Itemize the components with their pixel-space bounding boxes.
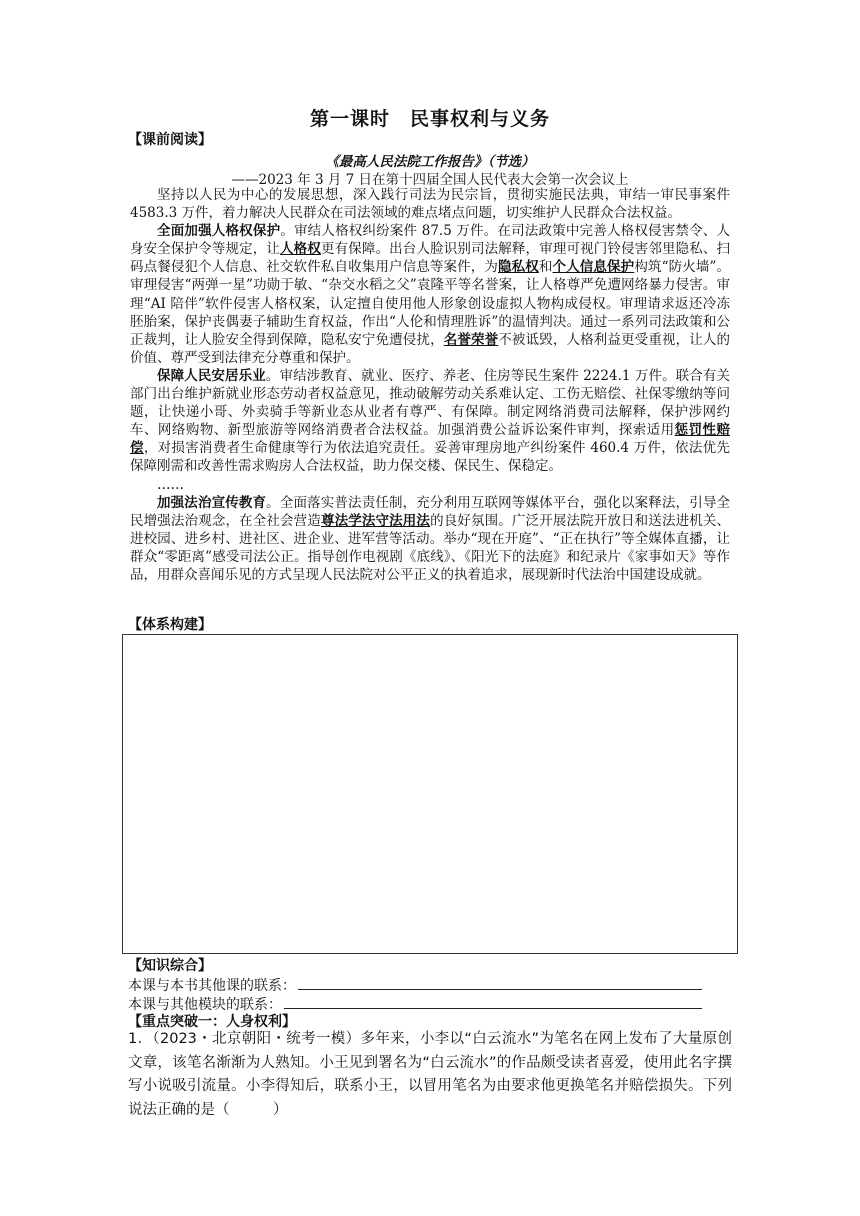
paragraph-1: 坚持以人民为中心的发展思想，深入践行司法为民宗旨，贯彻实施民法典，审结一审民事案件 4583.3 万件，着力解决人民群众在司法领域的难点堵点问题，切实维护人民群众合法权益。 xyxy=(130,187,730,222)
paragraph-3-lead: 保障人民安居乐业 xyxy=(157,367,266,384)
knowledge-line-2-blank[interactable] xyxy=(284,995,702,1009)
knowledge-heading: 【知识综合】 xyxy=(128,958,212,974)
paragraph-2-lead: 全面加强人格权保护 xyxy=(157,223,281,240)
knowledge-line-2 xyxy=(128,995,702,1014)
knowledge-line-1 xyxy=(128,976,702,995)
framework-heading: 【体系构建】 xyxy=(128,617,212,633)
paragraph-4: 加强法治宣传教育。全面落实普法责任制，充分利用互联网等媒体平台，强化以案释法，引导全民增强法治观念，在全社会营造尊法学法守法用法的良好氛围。广泛开展法院开放日和送法进机关、进校园、进乡村、进社区、进企业、进军营等活动。举办“现在开庭”、“正在执行”等全媒体直播，让群众“零距离”感受司法公正。指导创作电视剧《底线》、《阳光下的法庭》和纪录片《家事如天》等作品，用群众喜闻乐见的方式呈现人民法院对公平正义的执着追求，展现新时代法治中国建设成就。 xyxy=(130,494,731,583)
article-source: ——2023 年 3 月 7 日在第十四届全国人民代表大会第一次会议上 xyxy=(231,172,629,188)
keyword-personal-info: 个人信息保护 xyxy=(552,259,635,276)
keyword-personality-right: 人格权 xyxy=(280,241,321,258)
article-title: 《最高人民法院工作报告》（节选） xyxy=(325,154,535,170)
paragraph-2: 全面加强人格权保护。审结人格权纠纷案件 87.5 万件。在司法政策中完善人格权侵害禁令、人身安全保护令等规定，让人格权更有保障。出台人脸识别司法解释，审理可视门铃侵害邻里隐私、扫码点餐侵犯个人信息、社交软件私自收集用户信息等案件，为隐私权和个人信息保护构筑“防火墙”。审理侵害“两弹一星”功勋于敏、“杂交水稻之父”袁隆平等名誉案，让人格尊严免遭网络暴力侵害。审理“AI 陪伴”软件侵害人格权案，认定擅自使用他人形象创设虚拟人物构成侵权。审理请求返还冷冻胚胎案，保护丧偶妻子辅助生育权益，作出“人伦和情理胜诉”的温情判决。通过一系列司法政策和公正裁判，让人脸安全得到保障，隐私安宁免遭侵扰，名誉荣誉不被诋毁，人格利益更受重视，让人的价值、尊严受到法律充分尊重和保护。 xyxy=(130,223,731,366)
paragraph-3: 保障人民安居乐业。审结涉教育、就业、医疗、养老、住房等民生案件 2224.1 万件。联合有关部门出台维护新就业形态劳动者权益意见，推动破解劳动关系难认定、工伤无赔偿、社保零缴纳等问题，让快递小哥、外卖骑手等新业态从业者有尊严、有保障。制定网络消费司法解释，保护涉网约车、网络购物、新型旅游等网络消费者合法权益。加强消费公益诉讼案件审判，探索适用惩罚性赔偿，对损害消费者生命健康等行为依法追究责任。妥善审理房地产纠纷案件 460.4 万件，依法优先保障刚需和改善性需求购房人合法权益，助力保交楼、保民生、保稳定。 xyxy=(130,367,731,475)
keyword-reputation-honor: 名誉荣誉 xyxy=(443,331,499,348)
framework-box[interactable] xyxy=(122,634,738,954)
pre-reading-heading: 【课前阅读】 xyxy=(128,132,212,148)
ellipsis: …… xyxy=(157,476,184,493)
keyword-respect-law: 尊法学法守法用法 xyxy=(320,512,431,529)
knowledge-line-2-label: 本课与其他模块的联系： xyxy=(128,997,282,1013)
reading-passage xyxy=(130,186,730,584)
page-title: 第一课时 民事权利与义务 xyxy=(309,108,550,130)
key-point-heading: 【重点突破一：人身权利】 xyxy=(128,1014,296,1030)
keyword-punitive-damages: 惩罚性赔偿 xyxy=(130,422,731,457)
question-1: 1．（2023・北京朝阳・统考一模）多年来，小李以“白云流水”为笔名在网上发布了大量原创文章，该笔名渐渐为人熟知。小王见到署名为“白云流水”的作品颇受读者喜爱，使用此名字撰写小说吸引流量。小李得知后，联系小王，以冒用笔名为由要求他更换笔名并赔偿损失。下列说法正确的是（ ） xyxy=(128,1031,732,1118)
paragraph-4-lead: 加强法治宣传教育 xyxy=(157,494,267,511)
keyword-privacy-right: 隐私权 xyxy=(498,259,539,276)
knowledge-line-1-blank[interactable] xyxy=(298,976,702,990)
knowledge-line-1-label: 本课与本书其他课的联系： xyxy=(128,978,296,994)
